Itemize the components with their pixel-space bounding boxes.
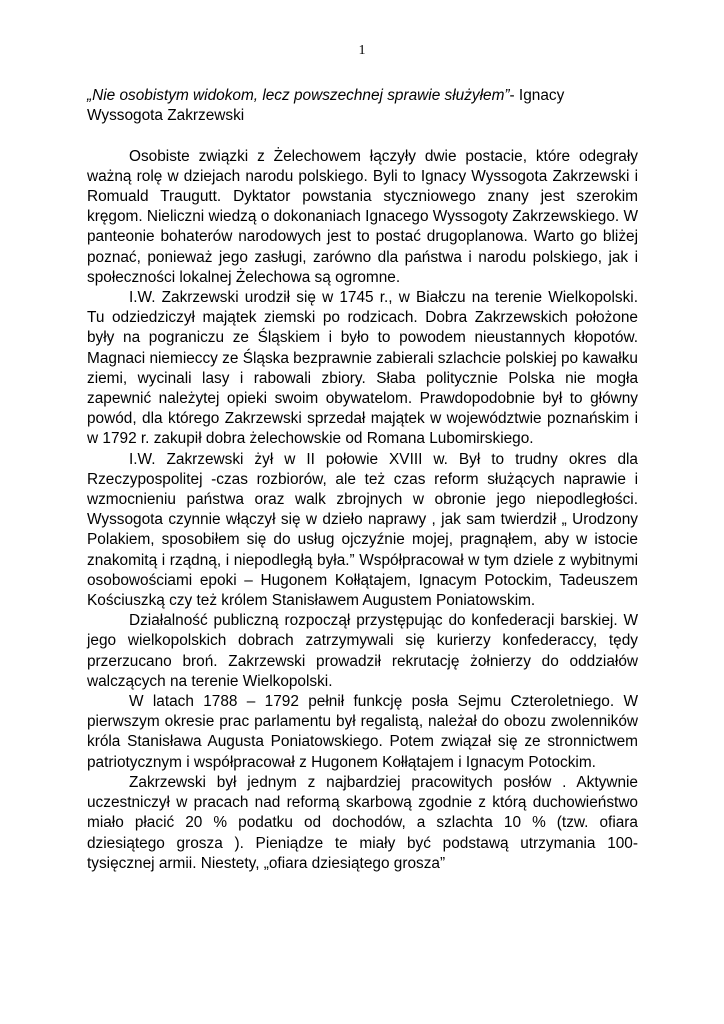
document-heading [87,86,638,126]
heading-quote: „Nie osobistym widokom, lecz powszechnej sprawie służyłem” [87,87,510,104]
paragraph-four-year-sejm: W latach 1788 – 1792 pełnił funkcję posła Sejmu Czteroletniego. W pierwszym okresie prac parlamentu był regalistą, należał do obozu zwolenników króla Stanisława Augusta Poniatowskiego. Potem związał się ze stronnictwem patriotycznym i współpracował z Hugonem Kołłątajem i Ignacym Potockim. [87,693,638,771]
paragraph-bar-confederation: Działalność publiczną rozpoczął przystępując do konfederacji barskiej. W jego wielkopolskich dobrach zatrzymywali się kurierzy konfederaccy, tędy przerzucano broń. Zakrzewski prowadził rekrutację żołnierzy do oddziałów walczących na terenie Wielkopolski. [87,612,638,690]
paragraph-era: I.W. Zakrzewski żył w II połowie XVIII w. Był to trudny okres dla Rzeczypospolitej -czas rozbiorów, ale też czas reform służących naprawie i wzmocnieniu państwa oraz walk zbrojnych w obronie jego niepodległości. Wyssogota czynnie włączył się w dzieło naprawy , jak sam twierdził „ Urodzony Polakiem, sposobiłem się do usług ojczyźnie mojej, pragnąłem, aby w istocie znakomitą i rządną, i niepodległą była.” Współpracował w tym dziele z wybitnymi osobowościami epoki – Hugonem Kołłątajem, Ignacym Potockim, Tadeuszem Kościuszką czy też królem Stanisławem Augustem Poniatowskim. [87,450,638,610]
paragraph-tax-reform: Zakrzewski był jednym z najbardziej pracowitych posłów . Aktywnie uczestniczył w pracach nad reformą skarbową zgodnie z którą duchowieństwo miało płacić 20 % podatku od dochodów, a szlachta 10 % (tzw. ofiara dziesiątego grosza ). Pieniądze te miały być podstawą utrzymania 100-tysięcznej armii. Niestety, „ofiara dziesiątego grosza” [87,773,638,872]
paragraph-birth: I.W. Zakrzewski urodził się w 1745 r., w Białczu na terenie Wielkopolski. Tu odziedziczył majątek ziemski po rodzicach. Dobra Zakrzewskich położone były na pograniczu ze Śląskiem i było to powodem nieustannych kłopotów. Magnaci niemieccy ze Śląska bezprawnie zabierali szlachcie polskiej po kawałku ziemi, wycinali lasy i rabowali zbiory. Słaba politycznie Polska nie mogła zapewnić należytej opieki swoim obywatelom. Prawdopodobnie był to główny powód, dla którego Zakrzewski sprzedał majątek w województwie poznańskim i w 1792 r. zakupił dobra żelechowskie od Romana Lubomirskiego. [87,289,638,448]
document-body [87,86,638,874]
page-number: 1 [358,43,366,58]
heading-spacer [87,126,638,146]
heading-author: - Ignacy Wyssogota Zakrzewski [87,87,565,125]
paragraph-intro: Osobiste związki z Żelechowem łączyły dwie postacie, które odegrały ważną rolę w dziejach narodu polskiego. Byli to Ignacy Wyssogota Zakrzewski i Romuald Traugutt. Dyktator powstania styczniowego znany jest szerokim kręgom. Nieliczni wiedzą o dokonaniach Ignacego Wyssogoty Zakrzewskiego. W panteonie bohaterów narodowych jest to postać drugoplanowa. Warto go bliżej poznać, ponieważ jego zasługi, zarówno dla państwa i narodu polskiego, jak i społeczności lokalnej Żelechowa są ogromne. [87,147,638,286]
